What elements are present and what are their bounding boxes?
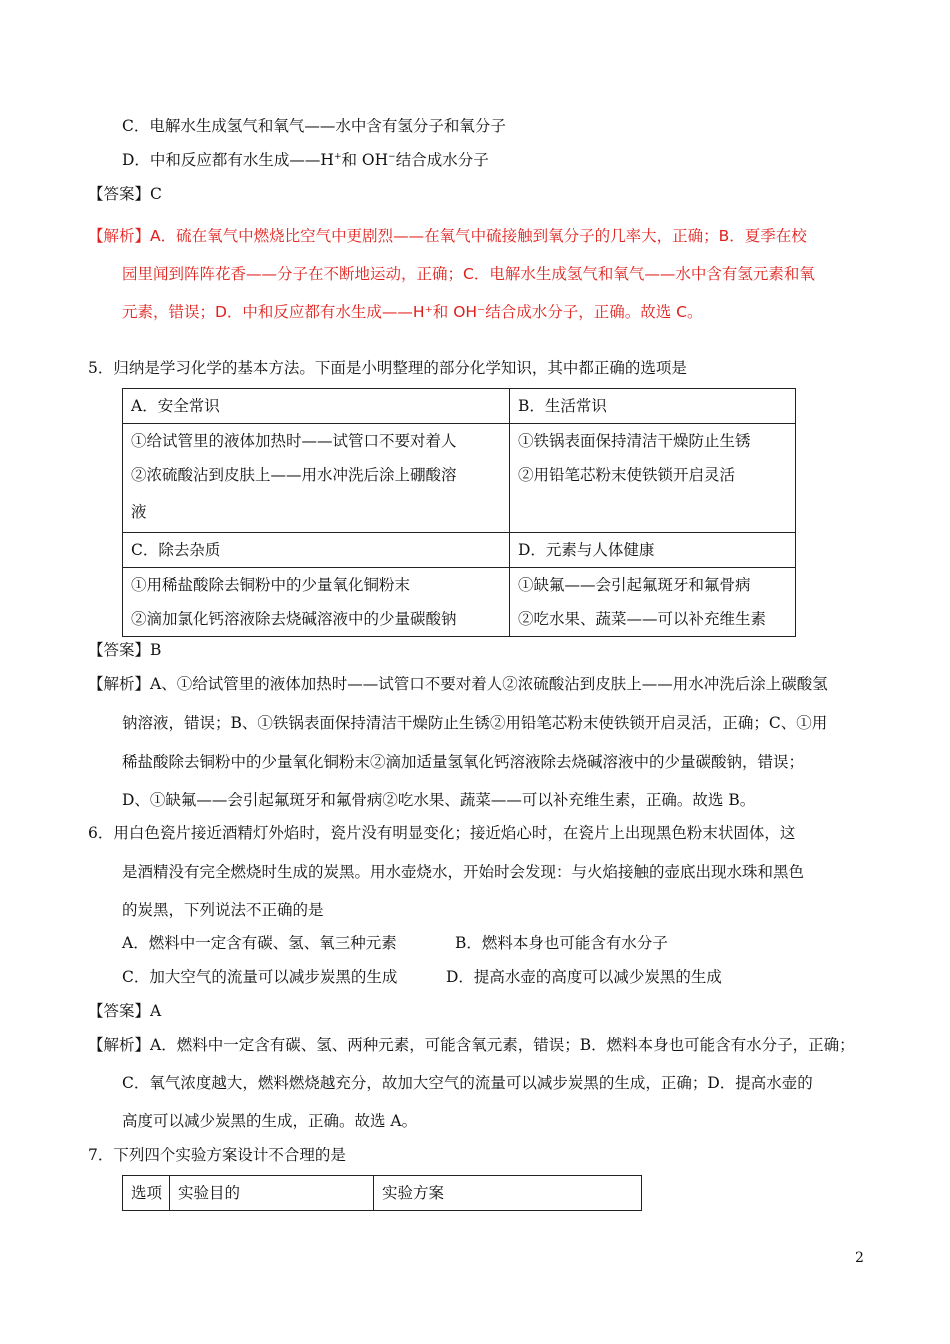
q6-answer: 【答案】A	[88, 1002, 162, 1020]
q5-cell-a-head: A．安全常识	[123, 389, 510, 424]
q7-header-purpose: 实验目的	[170, 1176, 374, 1211]
q5-analysis-line-1: 【解析】A、①给试管里的液体加热时——试管口不要对着人②浓硫酸沾到皮肤上——用水冲洗后涂上碳酸氢	[88, 675, 828, 693]
q6-stem-line-2: 是酒精没有完全燃烧时生成的炭黑。用水壶烧水，开始时会发现：与火焰接触的壶底出现水珠和黑色	[122, 863, 805, 881]
q5-cell-c-body: ①用稀盐酸除去铜粉中的少量氧化铜粉末 ②滴加氯化钙溶液除去烧碱溶液中的少量碳酸钠	[123, 568, 510, 637]
q5-cell-c-head: C．除去杂质	[123, 533, 510, 568]
q7-header-plan: 实验方案	[374, 1176, 642, 1211]
q4-analysis-line-2: 园里闻到阵阵花香——分子在不断地运动，正确；C．电解水生成氢气和氧气——水中含有氢元素和氧	[122, 265, 815, 283]
q4-answer: 【答案】C	[88, 185, 162, 203]
q5-stem: 5．归纳是学习化学的基本方法。下面是小明整理的部分化学知识，其中都正确的选项是	[88, 359, 687, 377]
q5-table	[122, 388, 796, 637]
q5-cell-b-head: B．生活常识	[510, 389, 796, 424]
q5-answer: 【答案】B	[88, 641, 162, 659]
q5-cell-a-body: ①给试管里的液体加热时——试管口不要对着人 ②浓硫酸沾到皮肤上——用水冲洗后涂上硼酸溶 液	[123, 424, 510, 533]
q5-cell-d-head: D．元素与人体健康	[510, 533, 796, 568]
q6-option-a: A．燃料中一定含有碳、氢、氧三种元素	[122, 934, 397, 952]
q7-table	[122, 1175, 642, 1211]
q6-analysis-line-1: 【解析】A．燃料中一定含有碳、氢、两种元素，可能含氧元素，错误；B．燃料本身也可能含有水分子，正确；	[88, 1036, 855, 1054]
q4-analysis-line-1: 【解析】A．硫在氧气中燃烧比空气中更剧烈——在氧气中硫接触到氧分子的几率大，正确；B．夏季在校	[88, 227, 807, 245]
q5-cell-d-body: ①缺氟——会引起氟斑牙和氟骨病 ②吃水果、蔬菜——可以补充维生素	[510, 568, 796, 637]
q6-option-c: C．加大空气的流量可以减步炭黑的生成	[122, 968, 398, 986]
q7-stem: 7．下列四个实验方案设计不合理的是	[88, 1146, 346, 1164]
q5-analysis-line-4: D、①缺氟——会引起氟斑牙和氟骨病②吃水果、蔬菜——可以补充维生素，正确。故选 B。	[122, 791, 756, 809]
page-number: 2	[855, 1250, 864, 1266]
q5-analysis-line-3: 稀盐酸除去铜粉中的少量氧化铜粉末②滴加适量氢氧化钙溶液除去烧碱溶液中的少量碳酸钠，错误；	[122, 753, 805, 771]
q6-stem-line-3: 的炭黑，下列说法不正确的是	[122, 901, 324, 919]
q4-option-d: D．中和反应都有水生成——H+和 OH−结合成水分子	[122, 151, 489, 169]
q4-option-c: C．电解水生成氢气和氧气——水中含有氢分子和氧分子	[122, 117, 506, 135]
q7-header-option: 选项	[123, 1176, 170, 1211]
q6-analysis-line-2: C．氧气浓度越大，燃料燃烧越充分，故加大空气的流量可以减步炭黑的生成，正确；D．提高水壶的	[122, 1074, 813, 1092]
q5-cell-b-body: ①铁锅表面保持清洁干燥防止生锈 ②用铅笔芯粉末使铁锁开启灵活	[510, 424, 796, 533]
q5-analysis-line-2: 钠溶液，错误；B、①铁锅表面保持清洁干燥防止生锈②用铅笔芯粉末使铁锁开启灵活，正确；C、①用	[122, 714, 828, 732]
q6-option-d: D．提高水壶的高度可以减少炭黑的生成	[446, 968, 722, 986]
q6-option-b: B．燃料本身也可能含有水分子	[455, 934, 668, 952]
q6-stem-line-1: 6．用白色瓷片接近酒精灯外焰时，瓷片没有明显变化；接近焰心时，在瓷片上出现黑色粉末状固体，这	[88, 824, 796, 842]
q4-analysis-line-3: 元素，错误；D．中和反应都有水生成——H⁺和 OH⁻结合成水分子，正确。故选 C。	[122, 303, 703, 321]
q6-analysis-line-3: 高度可以减少炭黑的生成，正确。故选 A。	[122, 1112, 418, 1130]
